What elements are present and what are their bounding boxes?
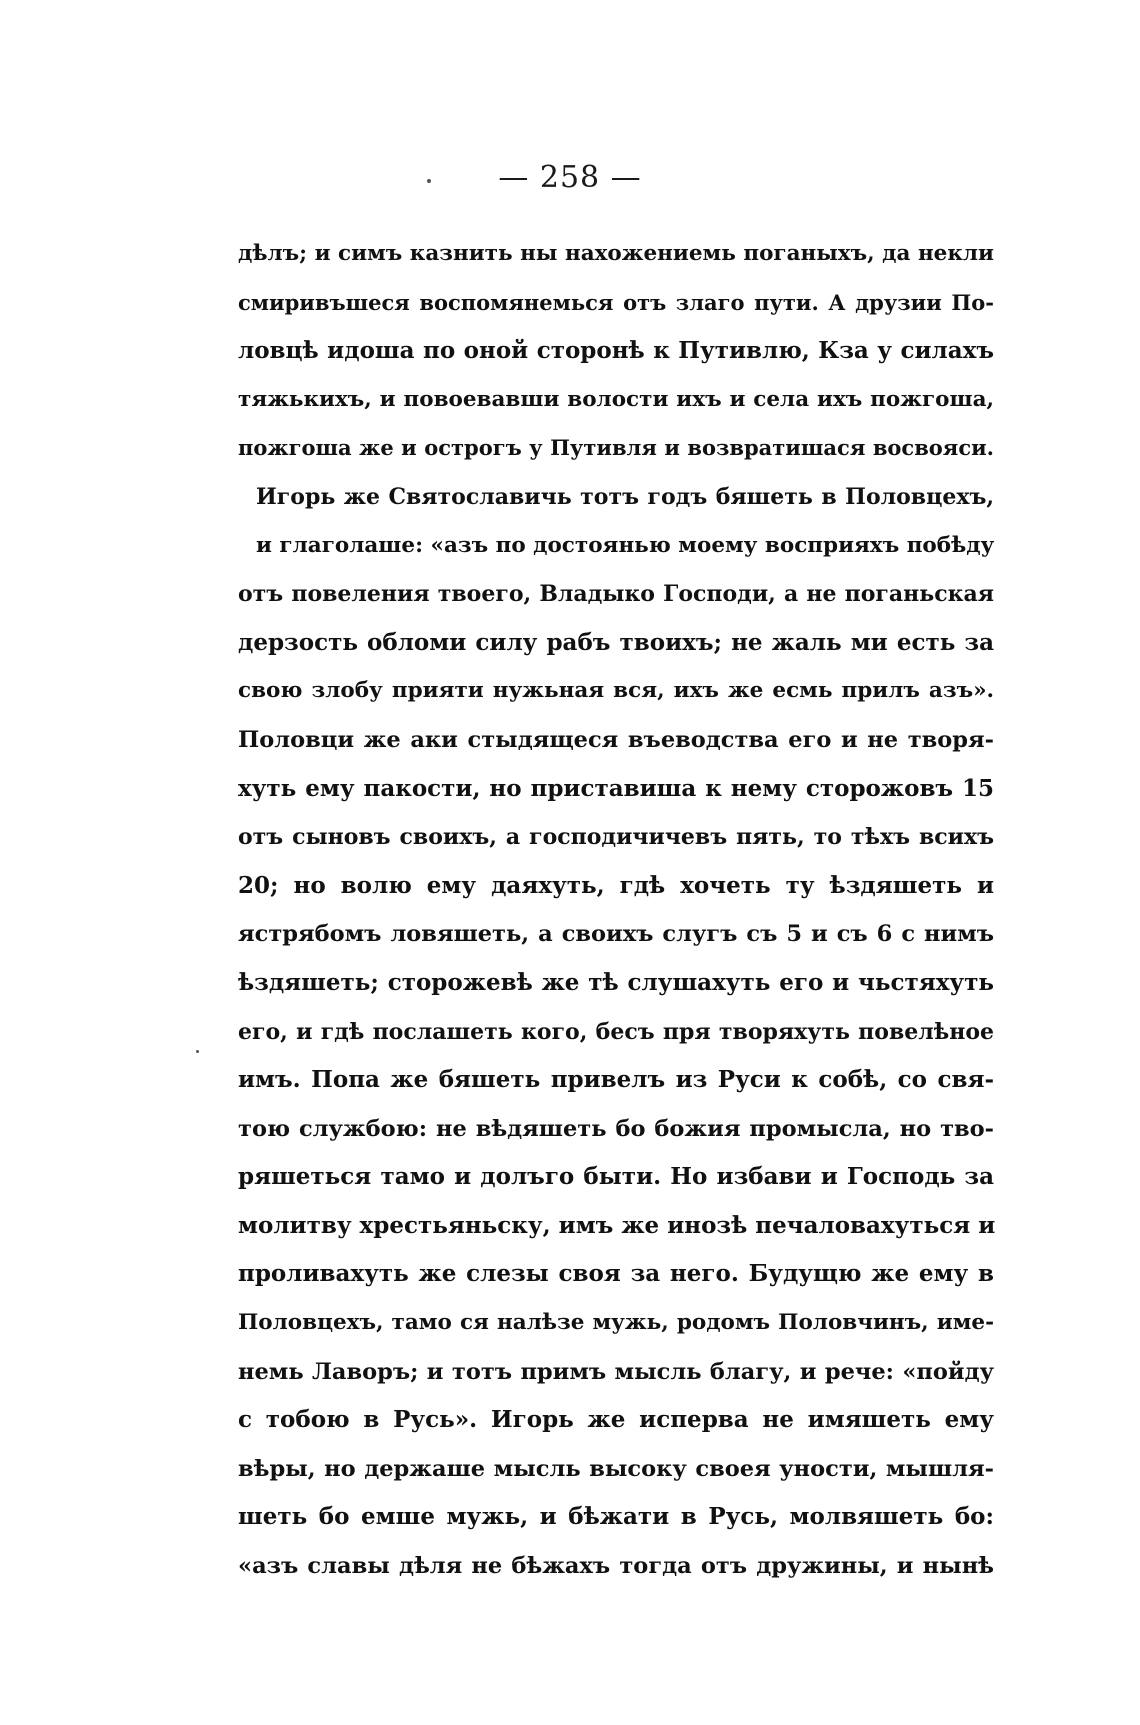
text-line: вѣры, но держаше мысль высоку своея уности, мышля- [238, 1455, 994, 1482]
text-line: тою службою: не вѣдяшеть бо божия промысла, но тво- [238, 1115, 994, 1142]
text-line: Половци же аки стыдящеся въеводства его и не творя- [238, 726, 994, 753]
text-line: дѣлъ; и симъ казнить ны нахожениемь поганыхъ, да некли [238, 241, 994, 266]
text-line: дерзость обломи силу рабъ твоихъ; не жаль ми есть за [238, 628, 994, 656]
text-line: ѣздяшеть; сторожевѣ же тѣ слушахуть его и чьстяхуть [238, 968, 994, 996]
text-line: тяжькихъ, и повоевавши волости ихъ и села ихъ пожгоша, [238, 386, 994, 412]
text-line: 20; но волю ему даяхуть, гдѣ хочеть ту ѣздяшеть и [238, 871, 994, 899]
page-number: — 258 — [498, 160, 642, 195]
print-speck [196, 1050, 199, 1053]
body-text [238, 230, 994, 1591]
text-line: ястрябомъ ловяшеть, а своихъ слугъ съ 5 и съ 6 с нимъ [238, 921, 994, 948]
text-line: отъ сыновъ своихъ, а господичичевъ пять, то тѣхъ всихъ [238, 824, 994, 851]
text-line: имъ. Попа же бяшеть привелъ из Руси к собѣ, со свя- [238, 1066, 994, 1094]
text-line: смиривъшеся воспомянемься отъ злаго пути. А друзии По- [238, 289, 994, 315]
text-line: молитву хрестьяньску, имъ же инозѣ печаловахуться и [238, 1211, 996, 1239]
text-line: ловцѣ идоша по оной сторонѣ к Путивлю, Кза у силахъ [238, 337, 994, 365]
text-line: проливахуть же слезы своя за него. Будущю же ему в [238, 1260, 994, 1288]
text-line: и глаголаше: «азъ по достоянью моему восприяхъ побѣду [256, 532, 995, 558]
text-line: отъ повеления твоего, Владыко Господи, а не поганьская [238, 581, 994, 608]
text-line: Половцехъ, тамо ся налѣзе мужь, родомъ Половчинъ, име- [238, 1310, 994, 1336]
text-line: «азъ славы дѣля не бѣжахъ тогда отъ дружины, и нынѣ [238, 1553, 994, 1580]
text-line: шеть бо емше мужь, и бѣжати в Русь, молвяшеть бо: [238, 1503, 994, 1531]
text-line: Игорь же Святославичь тотъ годъ бяшеть в Половцехъ, [256, 483, 994, 510]
text-line: с тобою в Русь». Игорь же исперва не имяшеть ему [238, 1406, 994, 1434]
text-line: хуть ему пакости, но приставиша к нему сторожовъ 15 [238, 774, 994, 802]
text-line: свою злобу прияти нужьная вся, ихъ же есмь прилъ азъ». [238, 678, 994, 704]
text-line: пожгоша же и острогъ у Путивля и возвратишася восвояси. [238, 435, 994, 461]
text-line: ряшеться тамо и долъго быти. Но избави и Господь за [238, 1163, 994, 1191]
text-line: его, и гдѣ послашеть кого, бесъ пря творяхуть повелѣное [238, 1018, 994, 1045]
text-line: немь Лаворъ; и тотъ примъ мысль благу, и рече: «пойду [238, 1358, 994, 1385]
